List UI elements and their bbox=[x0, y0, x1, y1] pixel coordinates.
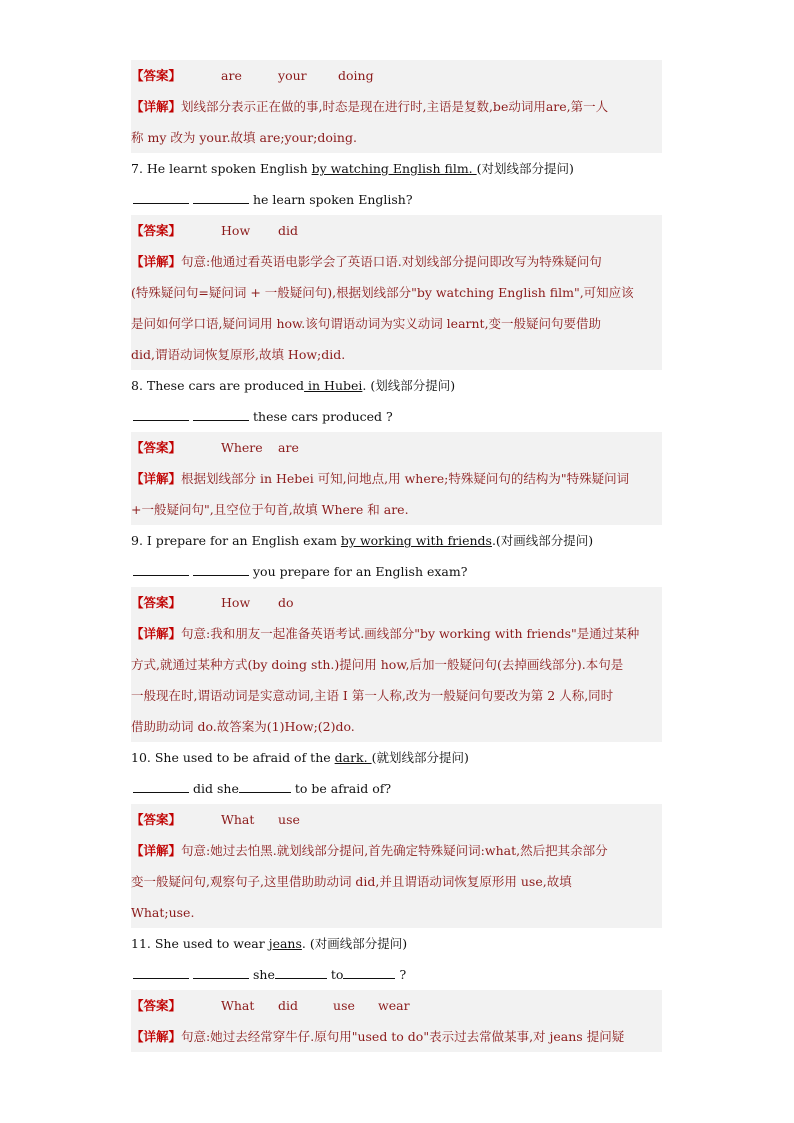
question-instruction: . (划线部分提问) bbox=[362, 378, 456, 393]
detail-line bbox=[131, 494, 662, 525]
blank[interactable] bbox=[275, 977, 327, 979]
detail-line bbox=[131, 680, 662, 711]
answer-label: 【答案】 bbox=[131, 998, 182, 1013]
detail-label: 【详解】 bbox=[131, 1029, 182, 1044]
detail-text: 借助助动词 do.故答案为(1)How;(2)do. bbox=[131, 719, 355, 734]
fill-line-9 bbox=[131, 556, 662, 587]
detail-text: did,谓语动词恢复原形,故填 How;did. bbox=[131, 347, 346, 362]
fill-line-8 bbox=[131, 401, 662, 432]
answer-label: 【答案】 bbox=[131, 68, 182, 83]
detail-line bbox=[131, 122, 662, 153]
detail-line bbox=[131, 618, 662, 649]
detail-line bbox=[131, 91, 662, 122]
detail-label: 【详解】 bbox=[131, 99, 182, 114]
question-instruction: (就划线部分提问) bbox=[371, 750, 469, 765]
detail-text: 句意:我和朋友一起准备英语考试.画线部分"by working with friends"是通过某种 bbox=[181, 626, 640, 641]
answer-item: How bbox=[221, 223, 251, 238]
blank[interactable] bbox=[193, 202, 249, 204]
answer-label: 【答案】 bbox=[131, 595, 182, 610]
answer-line-11 bbox=[131, 990, 662, 1021]
detail-label: 【详解】 bbox=[131, 843, 182, 858]
detail-line bbox=[131, 897, 662, 928]
detail-label: 【详解】 bbox=[131, 626, 182, 641]
question-text: 10. She used to be afraid of the bbox=[131, 750, 335, 765]
blank[interactable] bbox=[239, 791, 291, 793]
question-8 bbox=[131, 370, 662, 401]
detail-line bbox=[131, 246, 662, 277]
fill-text: to be afraid of? bbox=[294, 781, 392, 796]
fill-line-10 bbox=[131, 773, 662, 804]
worksheet-page bbox=[131, 60, 662, 1052]
detail-text: 称 my 改为 your.故填 are;your;doing. bbox=[131, 130, 357, 145]
detail-text: 一般现在时,谓语动词是实意动词,主语 I 第一人称,改为一般疑问句要改为第 2 人称,同时 bbox=[131, 688, 614, 703]
fill-line-7 bbox=[131, 184, 662, 215]
fill-text: ? bbox=[399, 967, 407, 982]
fill-text: to bbox=[330, 967, 344, 982]
question-underlined: jeans bbox=[268, 936, 302, 951]
fill-text: you prepare for an English exam? bbox=[253, 564, 468, 579]
answer-item: doing bbox=[338, 68, 374, 83]
detail-label: 【详解】 bbox=[131, 471, 182, 486]
blank[interactable] bbox=[193, 419, 249, 421]
detail-text: 变一般疑问句,观察句子,这里借助助动词 did,并且谓语动词恢复原形用 use,故填 bbox=[131, 874, 572, 889]
detail-text: 根据划线部分 in Hebei 可知,问地点,用 where;特殊疑问句的结构为"特殊疑问词 bbox=[181, 471, 630, 486]
question-instruction: . (对画线部分提问) bbox=[301, 936, 408, 951]
detail-text: 句意:她过去经常穿牛仔.原句用"used to do"表示过去常做某事,对 jeans 提问疑 bbox=[181, 1029, 625, 1044]
detail-line bbox=[131, 1021, 662, 1052]
fill-line-11 bbox=[131, 959, 662, 990]
answer-line-10 bbox=[131, 804, 662, 835]
fill-text: did she bbox=[193, 781, 239, 796]
answer-item: What bbox=[221, 812, 255, 827]
question-text: 8. These cars are produced bbox=[131, 378, 305, 393]
answer-item: your bbox=[278, 68, 307, 83]
answer-item: are bbox=[278, 440, 299, 455]
question-7 bbox=[131, 153, 662, 184]
answer-label: 【答案】 bbox=[131, 223, 182, 238]
answer-item: are bbox=[221, 68, 242, 83]
answer-item: Where bbox=[221, 440, 263, 455]
blank[interactable] bbox=[343, 977, 395, 979]
answer-label: 【答案】 bbox=[131, 812, 182, 827]
detail-text: (特殊疑问句=疑问词 + 一般疑问句),根据划线部分"by watching English film",可知应该 bbox=[131, 285, 634, 300]
answer-item: wear bbox=[378, 998, 410, 1013]
answer-line-8 bbox=[131, 432, 662, 463]
answer-item: How bbox=[221, 595, 251, 610]
detail-text: 划线部分表示正在做的事,时态是现在进行时,主语是复数,be动词用are,第一人 bbox=[181, 99, 609, 114]
question-underlined: by watching English film. bbox=[311, 161, 477, 176]
blank[interactable] bbox=[133, 977, 189, 979]
blank[interactable] bbox=[193, 977, 249, 979]
detail-line bbox=[131, 866, 662, 897]
answer-item: did bbox=[278, 223, 299, 238]
answer-item: use bbox=[278, 812, 300, 827]
question-underlined: dark. bbox=[334, 750, 372, 765]
detail-text: 方式,就通过某种方式(by doing sth.)提问用 how,后加一般疑问句(去掉画线部分).本句是 bbox=[131, 657, 624, 672]
question-text: 7. He learnt spoken English bbox=[131, 161, 312, 176]
question-10 bbox=[131, 742, 662, 773]
blank[interactable] bbox=[133, 202, 189, 204]
answer-item: use bbox=[333, 998, 355, 1013]
detail-line bbox=[131, 308, 662, 339]
detail-line bbox=[131, 463, 662, 494]
detail-line bbox=[131, 649, 662, 680]
question-9 bbox=[131, 525, 662, 556]
answer-line-7 bbox=[131, 215, 662, 246]
question-11 bbox=[131, 928, 662, 959]
detail-line bbox=[131, 711, 662, 742]
detail-line bbox=[131, 277, 662, 308]
detail-text: What;use. bbox=[131, 905, 195, 920]
detail-text: 句意:他通过看英语电影学会了英语口语.对划线部分提问即改写为特殊疑问句 bbox=[181, 254, 602, 269]
fill-text: these cars produced ? bbox=[253, 409, 393, 424]
answer-label: 【答案】 bbox=[131, 440, 182, 455]
question-instruction: (对划线部分提问) bbox=[476, 161, 574, 176]
blank[interactable] bbox=[133, 791, 189, 793]
question-instruction: .(对画线部分提问) bbox=[491, 533, 594, 548]
answer-line-9 bbox=[131, 587, 662, 618]
blank[interactable] bbox=[133, 419, 189, 421]
question-underlined: by working with friends bbox=[340, 533, 492, 548]
answer-item: do bbox=[278, 595, 294, 610]
detail-line bbox=[131, 339, 662, 370]
blank[interactable] bbox=[193, 574, 249, 576]
question-text: 9. I prepare for an English exam bbox=[131, 533, 341, 548]
question-text: 11. She used to wear bbox=[131, 936, 269, 951]
detail-text: 是问如何学口语,疑问词用 how.该句谓语动词为实义动词 learnt,变一般疑问句要借助 bbox=[131, 316, 602, 331]
fill-text: he learn spoken English? bbox=[253, 192, 413, 207]
blank[interactable] bbox=[133, 574, 189, 576]
fill-text: she bbox=[253, 967, 275, 982]
detail-text: 句意:她过去怕黑.就划线部分提问,首先确定特殊疑问词:what,然后把其余部分 bbox=[181, 843, 608, 858]
question-underlined: in Hubei bbox=[304, 378, 363, 393]
answer-item: What bbox=[221, 998, 255, 1013]
answer-line-6 bbox=[131, 60, 662, 91]
detail-text: +一般疑问句",且空位于句首,故填 Where 和 are. bbox=[131, 502, 409, 517]
detail-label: 【详解】 bbox=[131, 254, 182, 269]
answer-item: did bbox=[278, 998, 299, 1013]
detail-line bbox=[131, 835, 662, 866]
